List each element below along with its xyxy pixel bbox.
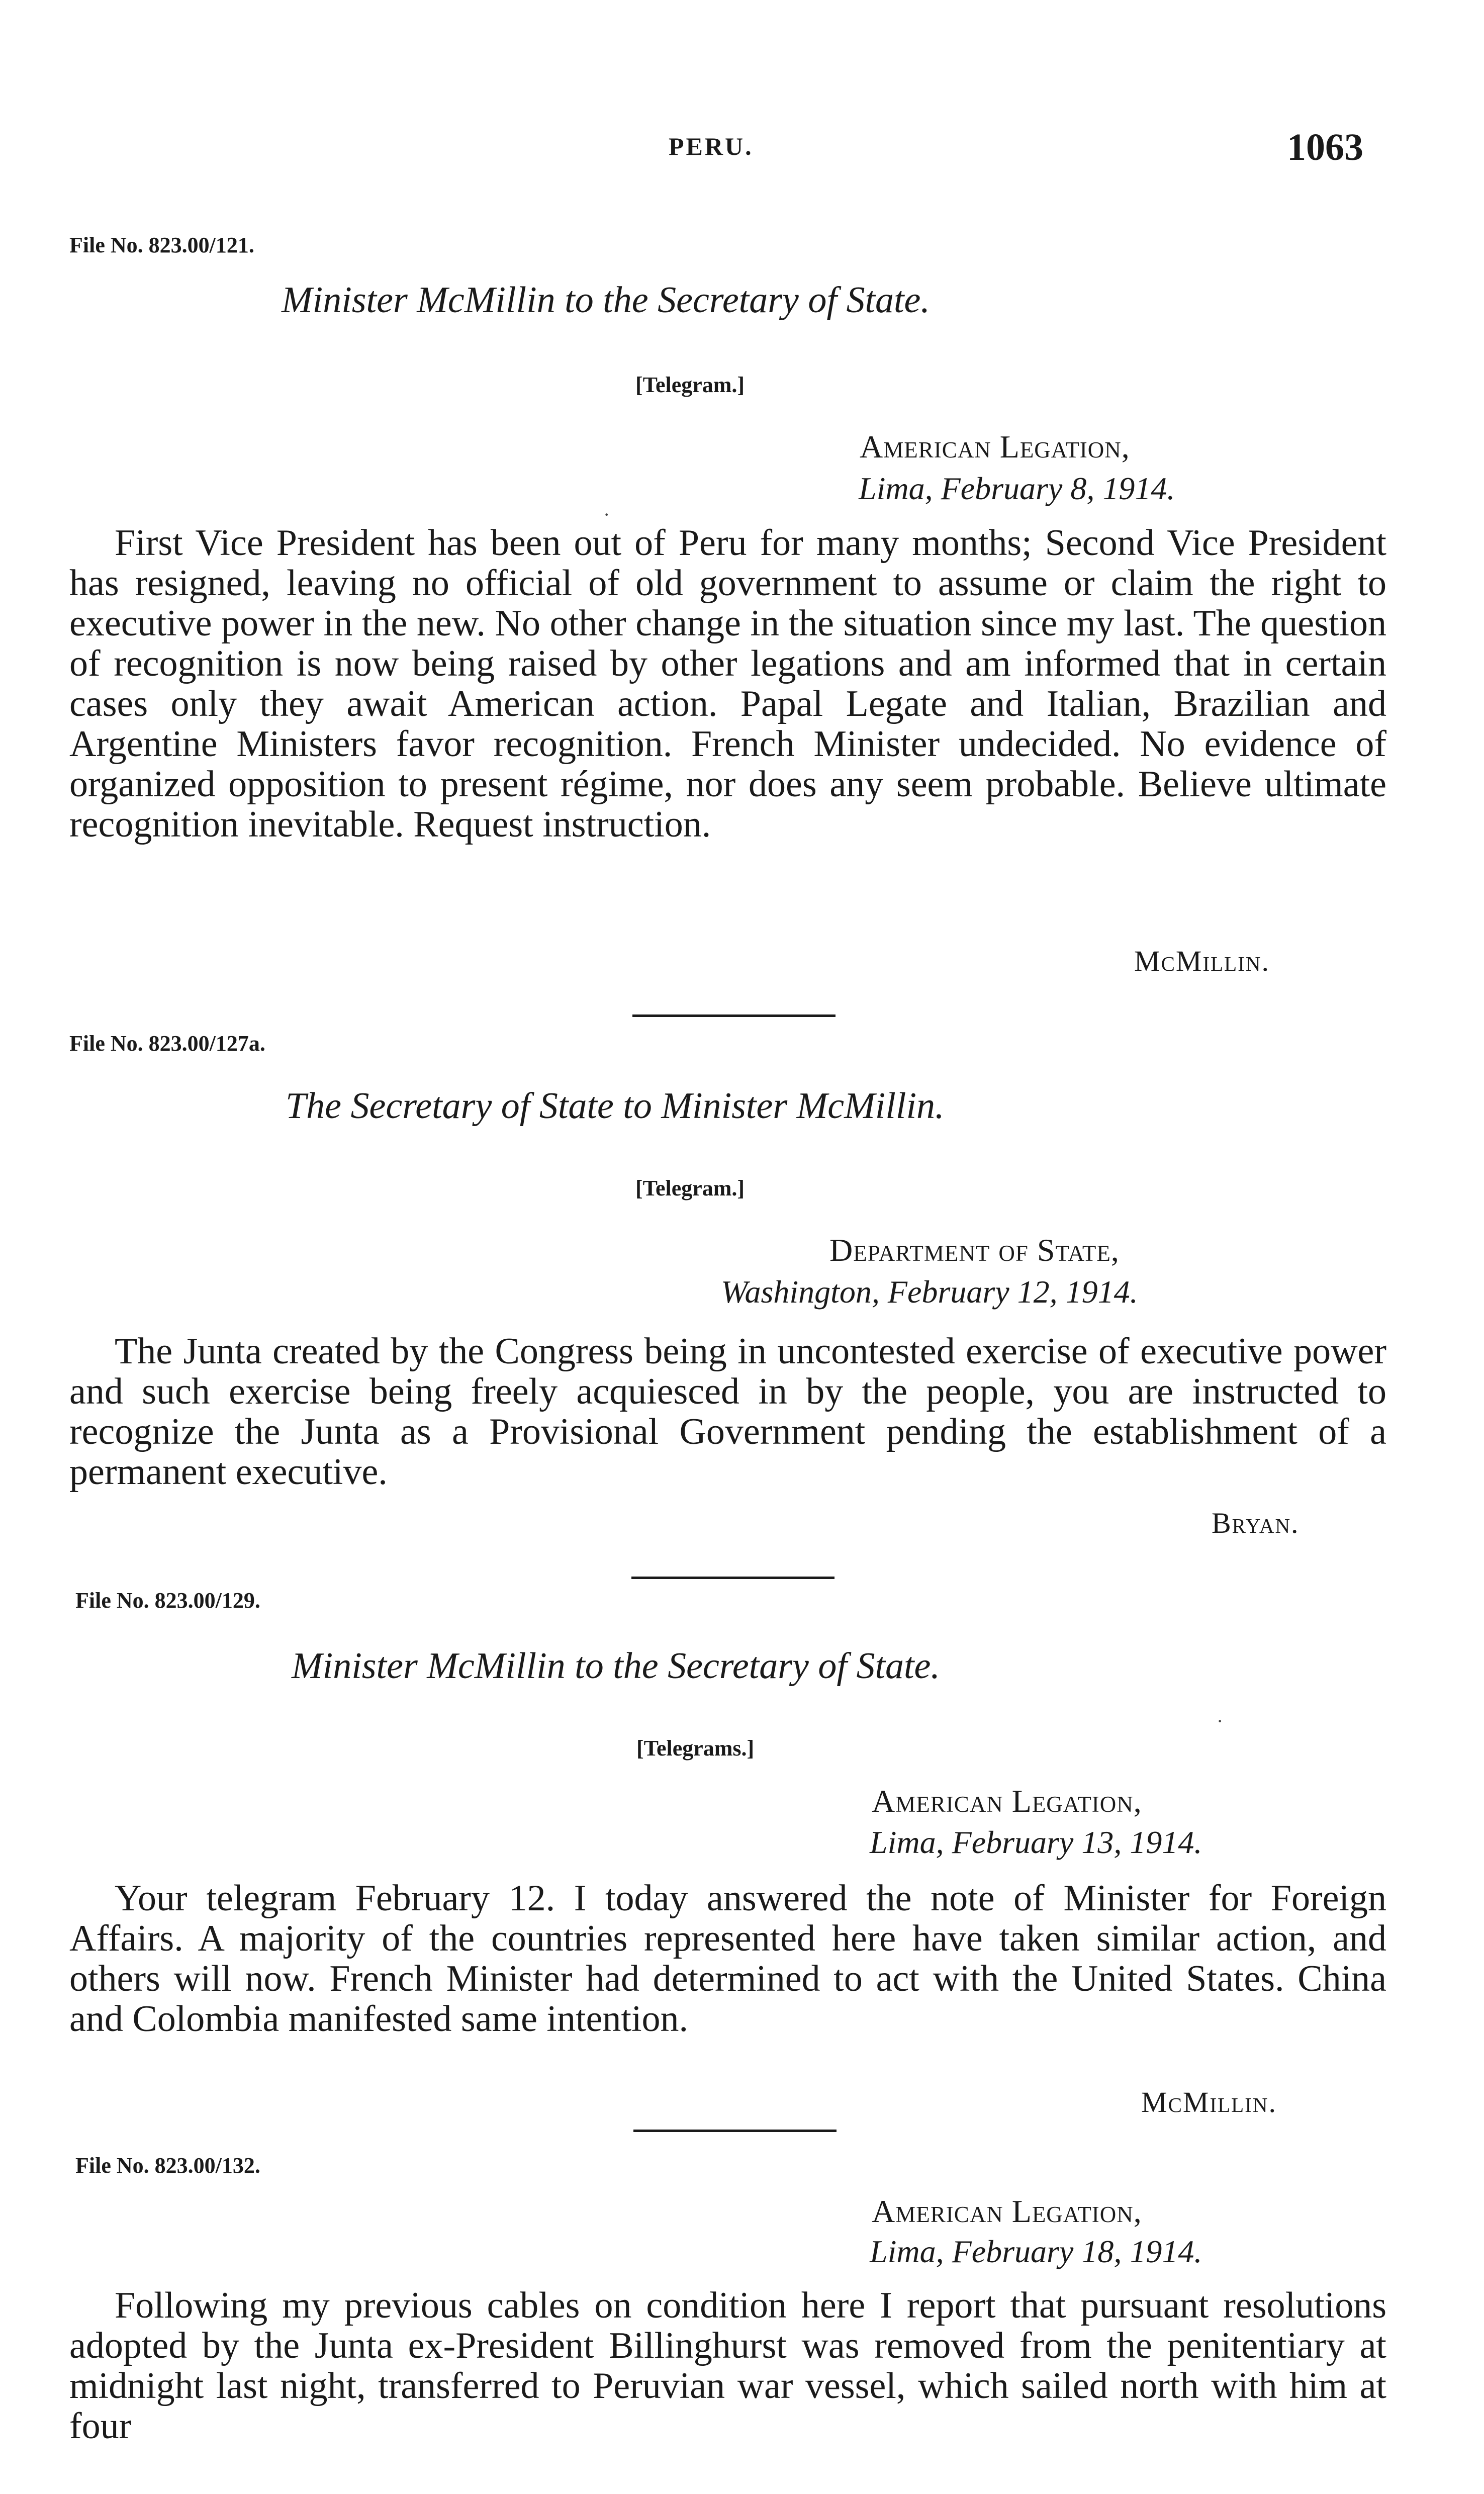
message-paragraph: First Vice President has been out of Peru for many months; Second Vice President has resigned, leaving no official of old government to assume or claim the right to executive power in the new. No other change in the situation since my last. The question of recognition is now being raised by other legations and am informed that in certain cases only they await American action. Papal Legate and Italian, Brazilian and Argentine Ministers favor recognition. French Minister undecided. No evidence of organized opposition to present régime, nor does any seem probable. Believe ultimate recognition inevitable. Request instruction. (69, 522, 1386, 845)
dateline: Lima, February 8, 1914. (859, 471, 1175, 506)
document-heading: Minister McMillin to the Secretary of State. (292, 1645, 940, 1687)
message-body (69, 1878, 1386, 2039)
message-body (69, 1331, 1386, 1492)
scan-speck: · (603, 503, 610, 526)
signature: McMillin. (1134, 945, 1270, 977)
file-number: File No. 823.00/127a. (69, 1031, 265, 1056)
place-line: American Legation, (872, 2193, 1142, 2229)
telegram-tag: [Telegram.] (635, 373, 745, 397)
signature: Bryan. (1212, 1507, 1300, 1539)
message-body (69, 523, 1386, 845)
running-header-title: PERU. (669, 132, 754, 160)
dateline: Washington, February 12, 1914. (721, 1274, 1138, 1310)
telegram-tag: [Telegrams.] (636, 1736, 755, 1761)
scan-speck: · (1217, 1710, 1224, 1732)
message-paragraph: Following my previous cables on condition here I report that pursuant resolutions adopted by the Junta ex-President Billinghurst was removed from the penitentiary at midnight last night, transferred to Peruvian war vessel, which sailed north with him at four (69, 2285, 1386, 2447)
message-paragraph: Your telegram February 12. I today answered the note of Minister for Foreign Affairs. A majority of the countries represented here have taken similar action, and others will now. French Minister had determined to act with the United States. China and Colombia manifested same intention. (69, 1878, 1386, 2040)
message-body (69, 2285, 1386, 2446)
place-line: American Legation, (872, 1783, 1142, 1819)
place-line: American Legation, (860, 429, 1130, 465)
section-divider (633, 2130, 837, 2132)
section-divider (632, 1014, 836, 1017)
place-line: Department of State, (829, 1232, 1120, 1268)
document-heading: Minister McMillin to the Secretary of State. (282, 280, 930, 321)
file-number: File No. 823.00/121. (69, 233, 254, 257)
document-heading: The Secretary of State to Minister McMillin. (286, 1085, 945, 1127)
telegram-tag: [Telegram.] (635, 1176, 745, 1200)
section-divider (631, 1577, 834, 1579)
file-number: File No. 823.00/129. (75, 1588, 260, 1613)
dateline: Lima, February 13, 1914. (870, 1824, 1202, 1860)
dateline: Lima, February 18, 1914. (870, 2234, 1202, 2269)
message-paragraph: The Junta created by the Congress being in uncontested exercise of executive power and such exercise being freely acquiesced in by the people, you are instructed to recognize the Junta as a Provisional Government pending the establishment of a permanent executive. (69, 1331, 1386, 1493)
file-number: File No. 823.00/132. (75, 2153, 260, 2178)
signature: McMillin. (1141, 2086, 1277, 2118)
page-number: 1063 (1287, 126, 1363, 168)
